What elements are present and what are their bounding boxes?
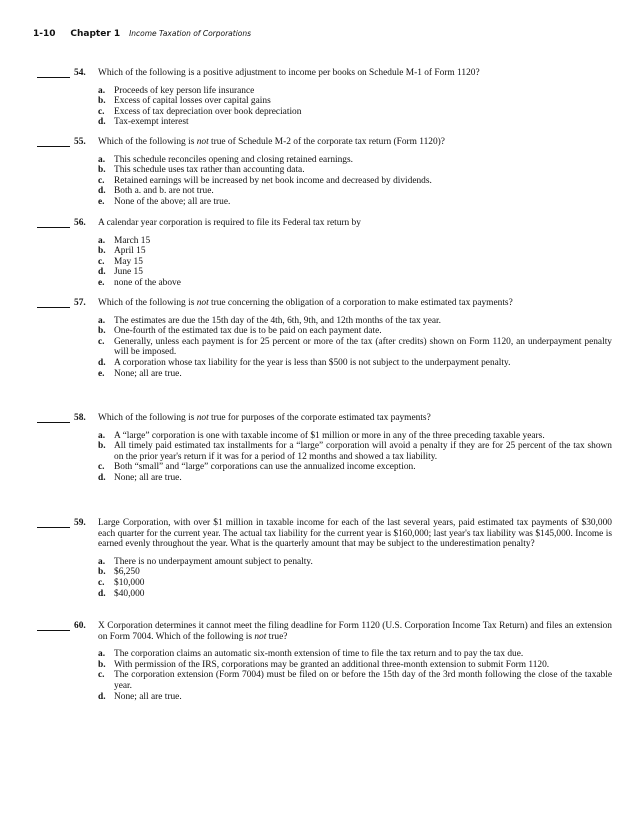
choice-text: April 15 <box>114 246 146 257</box>
question-number: 54. <box>74 68 86 78</box>
choice-letter: a. <box>98 430 106 441</box>
choice-text: none of the above <box>114 277 181 288</box>
question-stem: Which of the following is not true of Schedule M-2 of the corporate tax return (Form 1120)? <box>98 137 445 147</box>
choice-letter: c. <box>98 106 105 117</box>
choice-letter: e. <box>98 277 105 288</box>
choice-item <box>98 473 612 484</box>
choice-list <box>98 431 612 484</box>
question-number: 55. <box>74 137 86 147</box>
choice-list <box>98 557 612 599</box>
choice-text: The estimates are due the 15th day of the 4th, 6th, 9th, and 12th months of the tax year. <box>114 315 442 326</box>
question-number: 58. <box>74 413 86 423</box>
choice-letter: d. <box>98 117 106 128</box>
choice-text: $6,250 <box>114 567 140 578</box>
choice-text: March 15 <box>114 235 151 246</box>
choice-item <box>98 267 612 278</box>
choice-item <box>98 369 612 380</box>
question-60 <box>37 621 612 702</box>
choice-letter: e. <box>98 368 105 379</box>
answer-blank[interactable] <box>37 518 70 528</box>
choice-item <box>98 86 612 97</box>
choice-item <box>98 462 612 473</box>
choice-letter: d. <box>98 267 106 278</box>
choice-item <box>98 155 612 166</box>
page-header <box>33 29 251 39</box>
question-number: 57. <box>74 298 86 308</box>
choice-text: $40,000 <box>114 588 145 599</box>
choice-item <box>98 165 612 176</box>
choice-text: The corporation extension (Form 7004) must be filed on or before the 15th day of the 3rd month following the close of the taxable year. <box>114 670 612 691</box>
choice-item <box>98 557 612 568</box>
choice-letter: e. <box>98 196 105 207</box>
choice-text: May 15 <box>114 256 143 267</box>
choice-item <box>98 96 612 107</box>
choice-item <box>98 660 612 671</box>
choice-text: This schedule reconciles opening and closing retained earnings. <box>114 154 353 165</box>
question-56 <box>37 218 612 289</box>
choice-text: Excess of tax depreciation over book depreciation <box>114 106 302 117</box>
question-59 <box>37 518 612 599</box>
choice-item <box>98 326 612 337</box>
choice-letter: a. <box>98 85 106 96</box>
choice-text: June 15 <box>114 267 143 278</box>
choice-item <box>98 567 612 578</box>
choice-text: None; all are true. <box>114 368 182 379</box>
choice-text: Both “small” and “large” corporations can use the annualized income exception. <box>114 462 416 473</box>
choice-item <box>98 186 612 197</box>
choice-list <box>98 86 612 128</box>
choice-list <box>98 649 612 702</box>
choice-text: Proceeds of key person life insurance <box>114 85 255 96</box>
chapter-title: Income Taxation of Corporations <box>129 29 252 38</box>
choice-letter: b. <box>98 96 106 107</box>
choice-letter: d. <box>98 691 106 702</box>
answer-blank[interactable] <box>37 413 70 423</box>
answer-blank[interactable] <box>37 298 70 308</box>
choice-list <box>98 155 612 208</box>
question-stem: Which of the following is not true for purposes of the corporate estimated tax payments? <box>98 413 431 423</box>
choice-item <box>98 358 612 369</box>
answer-blank[interactable] <box>37 68 70 78</box>
choice-letter: d. <box>98 186 106 197</box>
answer-blank[interactable] <box>37 137 70 147</box>
choice-letter: a. <box>98 154 106 165</box>
question-57 <box>37 298 612 379</box>
choice-list <box>98 236 612 289</box>
question-stem: A calendar year corporation is required to file its Federal tax return by <box>98 218 361 228</box>
choice-item <box>98 649 612 660</box>
chapter-label: Chapter 1 <box>70 29 121 39</box>
choice-item <box>98 176 612 187</box>
choice-text: A “large” corporation is one with taxable income of $1 million or more in any of the three preceding taxable years. <box>114 430 545 441</box>
choice-letter: c. <box>98 462 105 473</box>
question-number: 56. <box>74 218 86 228</box>
choice-letter: d. <box>98 588 106 599</box>
choice-text: Generally, unless each payment is for 25 percent or more of the tax (after credits) shown on Form 1120, an underpayment penalty will be imposed. <box>114 336 612 358</box>
choice-letter: b. <box>98 441 106 452</box>
choice-letter: d. <box>98 472 106 483</box>
choice-item <box>98 441 612 462</box>
answer-blank[interactable] <box>37 218 70 228</box>
choice-item <box>98 236 612 247</box>
choice-letter: a. <box>98 556 106 567</box>
choice-letter: c. <box>98 670 105 681</box>
question-stem: Which of the following is a positive adjustment to income per books on Schedule M-1 of Form 1120? <box>98 68 480 78</box>
question-number: 59. <box>74 518 86 528</box>
choice-letter: a. <box>98 649 106 660</box>
question-stem: Large Corporation, with over $1 million in taxable income for each of the last several years, paid estimated tax payments of $30,000 each quarter for the current year. The actual tax liability for the current year is $160,000; last year's tax liability was $145,000. Income is earned evenly throughout the year. What is the quarterly amount that may be subject to the underestimation penalty? <box>98 518 612 550</box>
choice-item <box>98 670 612 691</box>
choice-item <box>98 197 612 208</box>
question-number: 60. <box>74 621 86 631</box>
choice-letter: a. <box>98 235 106 246</box>
choice-letter: c. <box>98 336 105 347</box>
choice-letter: a. <box>98 315 106 326</box>
choice-item <box>98 431 612 442</box>
choice-letter: b. <box>98 246 106 257</box>
choice-list <box>98 316 612 380</box>
question-58 <box>37 413 612 484</box>
choice-letter: c. <box>98 175 105 186</box>
choice-letter: d. <box>98 357 106 368</box>
choice-text: $10,000 <box>114 577 145 588</box>
question-55 <box>37 137 612 208</box>
choice-text: With permission of the IRS, corporations may be granted an additional three-month extension to submit Form 1120. <box>114 659 550 670</box>
choice-text: This schedule uses tax rather than accounting data. <box>114 165 305 176</box>
choice-letter: b. <box>98 659 106 670</box>
choice-item <box>98 246 612 257</box>
choice-text: Tax-exempt interest <box>114 117 189 128</box>
choice-text: A corporation whose tax liability for the year is less than $500 is not subject to the underpayment penalty. <box>114 357 511 368</box>
question-stem: X Corporation determines it cannot meet the filing deadline for Form 1120 (U.S. Corporation Income Tax Return) and files an extension on Form 7004. Which of the following is not true? <box>98 621 612 642</box>
choice-text: All timely paid estimated tax installments for a “large” corporation will avoid a penalty if they are for 25 percent of the tax shown on the prior year's return if it was for a period of 12 months and showed a tax liability. <box>114 441 612 462</box>
choice-text: One-fourth of the estimated tax due is to be paid on each payment date. <box>114 326 382 337</box>
choice-item <box>98 337 612 358</box>
choice-item <box>98 316 612 327</box>
choice-item <box>98 117 612 128</box>
choice-text: None; all are true. <box>114 691 182 702</box>
choice-item <box>98 692 612 703</box>
choice-text: None of the above; all are true. <box>114 196 231 207</box>
choice-text: Both a. and b. are not true. <box>114 186 214 197</box>
choice-letter: b. <box>98 165 106 176</box>
choice-letter: b. <box>98 567 106 578</box>
choice-item <box>98 107 612 118</box>
choice-text: Excess of capital losses over capital gains <box>114 96 271 107</box>
choice-item <box>98 278 612 289</box>
choice-letter: c. <box>98 256 105 267</box>
choice-text: The corporation claims an automatic six-month extension of time to file the tax return and to pay the tax due. <box>114 649 524 660</box>
choice-item <box>98 589 612 600</box>
choice-text: There is no underpayment amount subject to penalty. <box>114 556 313 567</box>
choice-item <box>98 578 612 589</box>
answer-blank[interactable] <box>37 621 70 631</box>
choice-item <box>98 257 612 268</box>
page-number: 1-10 <box>33 29 56 39</box>
choice-letter: b. <box>98 326 106 337</box>
question-stem: Which of the following is not true concerning the obligation of a corporation to make estimated tax payments? <box>98 298 513 308</box>
question-54 <box>37 68 612 128</box>
choice-letter: c. <box>98 577 105 588</box>
choice-text: Retained earnings will be increased by net book income and decreased by dividends. <box>114 175 432 186</box>
choice-text: None; all are true. <box>114 472 182 483</box>
